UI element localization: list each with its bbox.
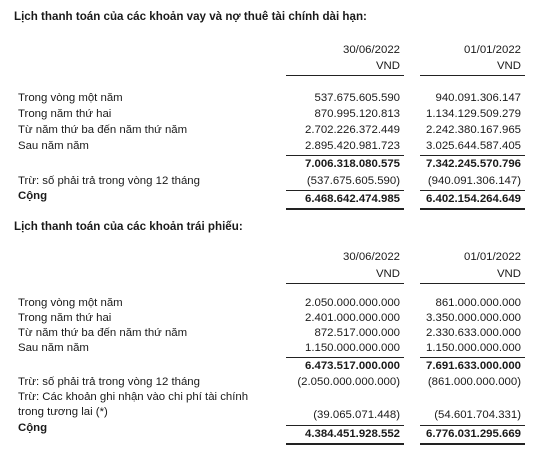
loans-total-col1: 6.468.642.474.985	[304, 193, 400, 205]
bonds-col1-subtotal-rule	[286, 357, 404, 358]
loans-col1-subtotal-rule	[286, 155, 404, 156]
bonds-less-col1: (2.050.000.000.000)	[297, 376, 400, 388]
bonds-total-col2: 6.776.031.295.669	[425, 428, 521, 440]
loans-subtotal-col2: 7.342.245.570.796	[425, 158, 521, 170]
loans-row-value-col2: 1.134.129.509.279	[425, 108, 521, 120]
bonds-future-cost-label-line1: Trừ: Các khoản ghi nhận vào chi phí tài chính	[18, 391, 249, 403]
loans-col1-total-rule	[286, 190, 404, 191]
bonds-col2-subtotal-rule	[420, 357, 525, 358]
loans-col2-unit: VND	[496, 60, 521, 72]
bonds-section-title: Lịch thanh toán của các khoản trái phiếu:	[14, 220, 243, 233]
bonds-row-value-col1: 2.401.000.000.000	[304, 312, 400, 324]
loans-col1-header-rule	[286, 75, 404, 76]
bonds-col1-final-rule	[286, 443, 404, 445]
loans-subtotal-col1: 7.006.318.080.575	[304, 158, 400, 170]
bonds-subtotal-col1: 6.473.517.000.000	[304, 360, 400, 372]
bonds-row-value-col1: 1.150.000.000.000	[304, 342, 400, 354]
loans-row-value-col1: 2.702.226.372.449	[304, 124, 400, 136]
bonds-col1-unit: VND	[375, 268, 400, 280]
bonds-total-col1: 4.384.451.928.552	[304, 428, 400, 440]
bonds-row-value-col2: 2.330.633.000.000	[425, 327, 521, 339]
loans-col2-subtotal-rule	[420, 155, 525, 156]
bonds-col1-total-rule	[286, 425, 404, 426]
loans-section-title: Lịch thanh toán của các khoản vay và nợ thuê tài chính dài hạn:	[14, 10, 367, 23]
bonds-col2-final-rule	[420, 443, 525, 445]
loans-total-col2: 6.402.154.264.649	[425, 193, 521, 205]
loans-row-value-col1: 2.895.420.981.723	[304, 140, 400, 152]
bonds-row-value-col1: 2.050.000.000.000	[304, 297, 400, 309]
bonds-row-value-col2: 861.000.000.000	[435, 297, 521, 309]
loans-total-label: Cộng	[18, 190, 48, 202]
loans-less-col2: (940.091.306.147)	[427, 175, 521, 187]
bonds-col2-total-rule	[420, 425, 525, 426]
bonds-col1-date: 30/06/2022	[342, 251, 400, 263]
loans-row-value-col2: 2.242.380.167.965	[425, 124, 521, 136]
loans-col1-unit: VND	[375, 60, 400, 72]
loans-row-label: Sau năm năm	[18, 140, 89, 152]
loans-col2-date: 01/01/2022	[463, 44, 521, 56]
loans-row-value-col2: 3.025.644.587.405	[425, 140, 521, 152]
bonds-col1-header-rule	[286, 283, 404, 284]
bonds-less-label: Trừ: số phải trả trong vòng 12 tháng	[18, 376, 200, 388]
bonds-less-col2: (861.000.000.000)	[427, 376, 521, 388]
loans-row-label: Từ năm thứ ba đến năm thứ năm	[18, 124, 188, 136]
bonds-row-value-col1: 872.517.000.000	[314, 327, 400, 339]
bonds-future-cost-col2: (54.601.704.331)	[434, 409, 521, 421]
bonds-row-label: Từ năm thứ ba đến năm thứ năm	[18, 327, 188, 339]
loans-row-value-col1: 537.675.605.590	[314, 92, 400, 104]
bonds-row-value-col2: 3.350.000.000.000	[425, 312, 521, 324]
loans-col1-date: 30/06/2022	[342, 44, 400, 56]
loans-row-value-col1: 870.995.120.813	[314, 108, 400, 120]
bonds-row-value-col2: 1.150.000.000.000	[425, 342, 521, 354]
bonds-col2-header-rule	[420, 283, 525, 284]
loans-col2-total-rule	[420, 190, 525, 191]
bonds-total-label: Cộng	[18, 422, 48, 434]
bonds-col2-unit: VND	[496, 268, 521, 280]
loans-row-label: Trong vòng một năm	[18, 92, 123, 104]
loans-less-label: Trừ: số phải trả trong vòng 12 tháng	[18, 175, 200, 187]
bonds-row-label: Sau năm năm	[18, 342, 89, 354]
bonds-row-label: Trong vòng một năm	[18, 297, 123, 309]
bonds-future-cost-col1: (39.065.071.448)	[313, 409, 400, 421]
bonds-subtotal-col2: 7.691.633.000.000	[425, 360, 521, 372]
loans-col2-final-rule	[420, 208, 525, 210]
loans-row-label: Trong năm thứ hai	[18, 108, 112, 120]
loans-row-value-col2: 940.091.306.147	[435, 92, 521, 104]
bonds-future-cost-label-line2: trong tương lai (*)	[18, 406, 108, 418]
bonds-col2-date: 01/01/2022	[463, 251, 521, 263]
loans-col2-header-rule	[420, 75, 525, 76]
bonds-row-label: Trong năm thứ hai	[18, 312, 112, 324]
loans-col1-final-rule	[286, 208, 404, 210]
loans-less-col1: (537.675.605.590)	[306, 175, 400, 187]
